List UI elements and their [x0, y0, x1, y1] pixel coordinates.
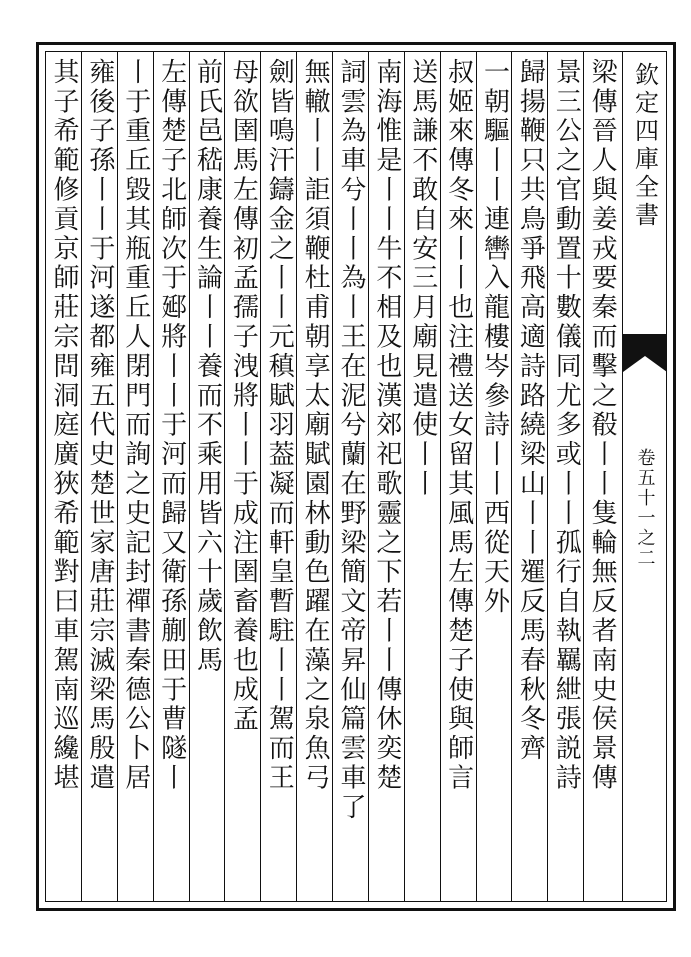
text-column: 景三公之官動置十數儀同尤多或丨丨孤行自執羈紲張説詩	[551, 58, 582, 793]
text-column: 其子希範修貢京師莊宗問洞庭廣狹希範對曰車駕南巡纔堪	[48, 58, 79, 793]
volume-label-block	[623, 448, 666, 568]
column-rule	[81, 52, 82, 901]
text-column: 南海惟是丨丨牛不相及也漢郊祀歌靈之下若丨丨傳休奕楚	[371, 58, 402, 793]
column-rule	[117, 52, 118, 901]
book-title-block	[623, 62, 666, 230]
text-column: 叔姬來傳冬來丨丨也注禮送女留其風馬左傳楚子使與師言	[443, 58, 474, 793]
column-rule	[440, 52, 441, 901]
text-column: 梁傳晉人與姜戎要秦而擊之殽丨丨隻輪無反者南史侯景傳	[587, 58, 618, 793]
column-rule	[404, 52, 405, 901]
text-column: 雍後子孫丨丨于河遂都雍五代史楚世家唐莊宗滅梁馬殷遣	[84, 58, 115, 793]
column-rule	[189, 52, 190, 901]
fish-tail-mark-icon	[623, 334, 667, 372]
column-rule	[476, 52, 477, 901]
column-rule	[260, 52, 261, 901]
book-title: 欽定四庫全書	[630, 62, 659, 230]
text-column: 左傳楚子北師次于郔將丨丨于河而歸又衛孫蒯田于曹隧丨	[156, 58, 187, 793]
text-column: 詞雲為車兮丨丨為丨王在泥兮蘭在野梁簡文帝昇仙篇雲車了	[335, 58, 366, 823]
text-column: 送馬謙不敢自安三月廟見遣使丨丨	[407, 58, 438, 499]
text-column: 前氏邑嵇康養生論丨丨養而不乘用皆六十歲飲馬	[192, 58, 223, 676]
text-frame	[45, 51, 667, 902]
column-rule	[547, 52, 548, 901]
book-page	[36, 42, 676, 911]
column-rule	[153, 52, 154, 901]
text-column: 歸揚鞭只共鳥爭飛高適詩路繞梁山丨丨𨗴反馬春秋冬齊	[515, 58, 546, 764]
text-column: 無轍丨丨詎須鞭杜甫朝享太廟賦園林動色躍在藻之泉魚弓	[300, 58, 331, 793]
column-rule	[296, 52, 297, 901]
column-rule	[368, 52, 369, 901]
column-rule	[511, 52, 512, 901]
text-column: 一朝驅丨丨連轡入龍樓岑參詩丨丨西從天外	[479, 58, 510, 617]
page-banner	[622, 52, 666, 901]
volume-label: 卷五十一之二	[634, 448, 656, 568]
column-rule	[583, 52, 584, 901]
text-column: 劍皆鳴汗鑄金之丨丨元稹賦羽葢凝而軒皇暫駐丨丨駕而王	[264, 58, 295, 793]
column-rule	[332, 52, 333, 901]
text-column: 母欲圉馬左傳初孟孺子洩將丨丨于成注圉畜養也成孟	[228, 58, 259, 735]
column-rule	[224, 52, 225, 901]
text-column: 丨于重丘毀其瓶重丘人閉門而詢之史記封禪書秦德公卜居	[120, 58, 151, 793]
